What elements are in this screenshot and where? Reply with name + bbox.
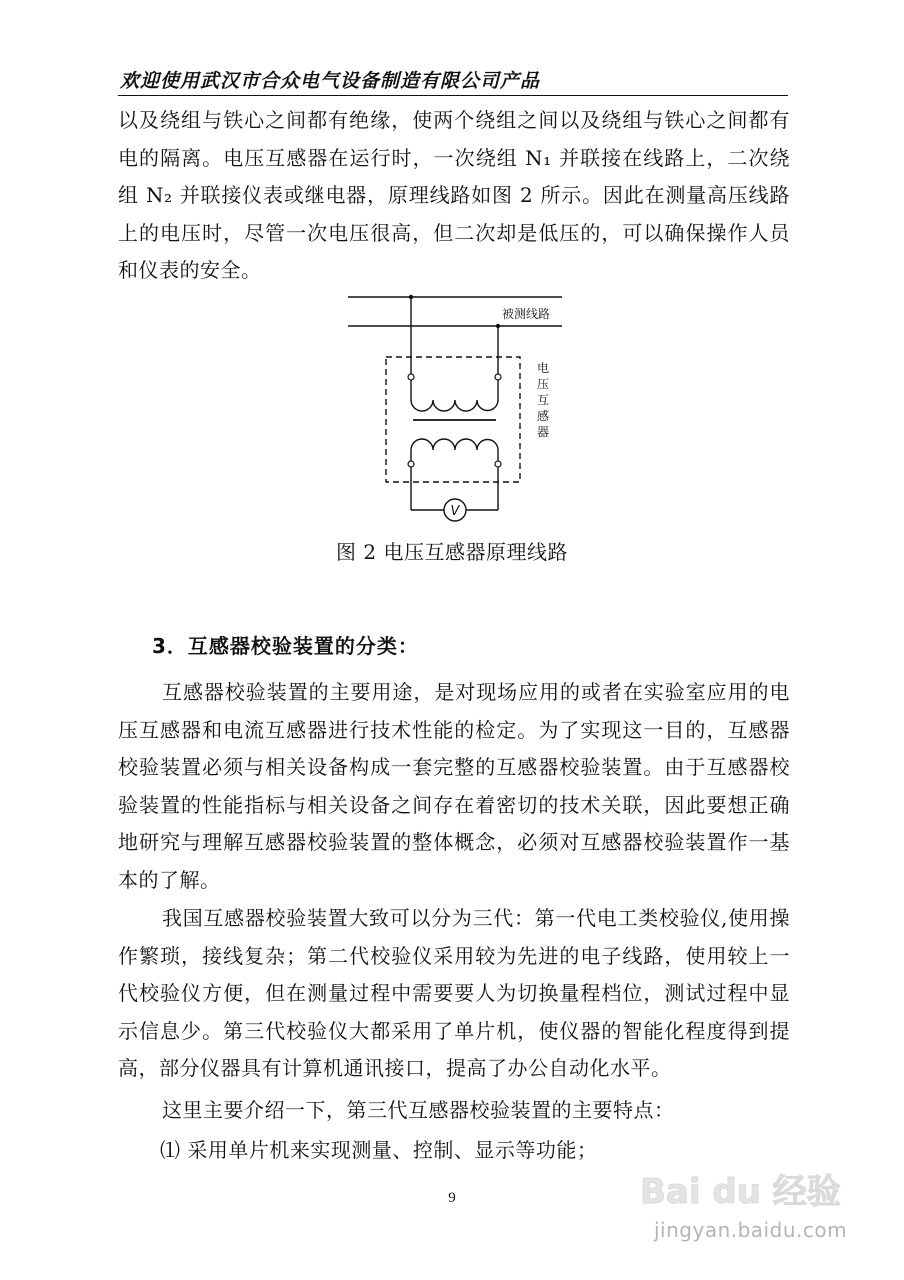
voltmeter-symbol: V [450, 504, 460, 519]
section-paragraph-2: 我国互感器校验装置大致可以分为三代：第一代电工类校验仪,使用操作繁琐，接线复杂；第二代校验仪采用较为先进的电子线路，使用较上一代校验仪方便，但在测量过程中需要要人为切换量程档位，测试过程中显示信息少。第三代校验仪大都采用了单片机，使仪器的智能化程度得到提高，部分仪器具有计算机通讯接口，提高了办公自动化水平。 [118, 906, 790, 1080]
voltage-transformer-diagram [340, 288, 570, 528]
device-label-3: 互 [537, 393, 550, 407]
figure-caption: 图 2 电压互感器原理线路 [336, 540, 568, 564]
section-heading: 3．互感器校验装置的分类： [152, 634, 419, 658]
intro-paragraph: 以及绕组与铁心之间都有绝缘，使两个绕组之间以及绕组与铁心之间都有电的隔离。电压互感器在运行时，一次绕组 N₁ 并联接在线路上，二次绕组 N₂ 并联接仪表或继电器，原理线路如图 2 所示。因此在测量高压线路上的电压时，尽管一次电压很高，但二次却是低压的，可以确保操作人员和仪表的安全。 [118, 108, 790, 282]
device-label-4: 感 [537, 409, 550, 423]
section-paragraph-3: 这里主要介绍一下，第三代互感器校验装置的主要特点： [162, 1098, 675, 1122]
device-label-2: 压 [537, 377, 550, 391]
watermark-logo-text: Bai du 经验 [640, 1172, 841, 1212]
page-number: 9 [448, 1190, 456, 1206]
baidu-jingyan-logo [640, 1165, 870, 1215]
page-header: 欢迎使用武汉市合众电气设备制造有限公司产品 [120, 70, 541, 92]
watermark-url: jingyan.baidu.com [654, 1218, 848, 1242]
secondary-winding [411, 439, 498, 450]
section-paragraph-1: 互感器校验装置的主要用途，是对现场应用的或者在实验室应用的电压互感器和电流互感器进行技术性能的检定。为了实现这一目的，互感器校验装置必须与相关设备构成一套完整的互感器校验装置。由于互感器校验装置的性能指标与相关设备之间存在着密切的技术关联，因此要想正确地研究与理解互感器校验装置的整体概念，必须对互感器校验装置作一基本的了解。 [118, 680, 790, 892]
line-label: 被测线路 [502, 307, 551, 321]
feature-list-item: ⑴ 采用单片机来实现测量、控制、显示等功能； [160, 1138, 598, 1162]
primary-winding [411, 400, 498, 411]
device-label-1: 电 [537, 361, 550, 375]
device-label-5: 器 [537, 425, 550, 439]
header-divider [118, 95, 788, 96]
